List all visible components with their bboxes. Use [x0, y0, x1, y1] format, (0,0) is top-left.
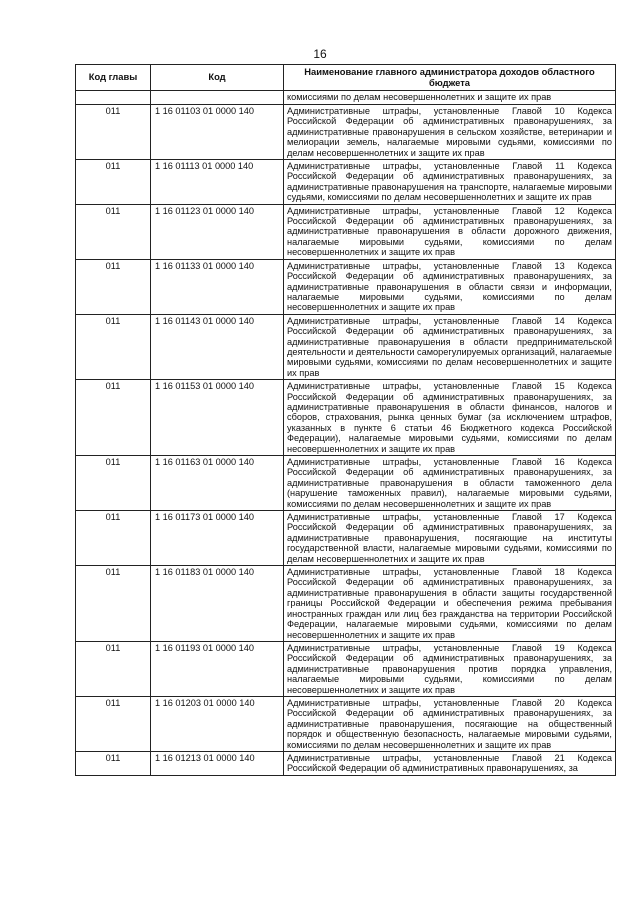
- budget-code-cell: 1 16 01103 01 0000 140: [151, 105, 284, 160]
- budget-code-cell: 1 16 01213 01 0000 140: [151, 751, 284, 775]
- budget-code-cell: 1 16 01193 01 0000 140: [151, 641, 284, 696]
- chapter-code-cell: 011: [76, 204, 151, 259]
- continuation-code-cell: [151, 91, 284, 105]
- chapter-code-cell: 011: [76, 511, 151, 566]
- budget-code-cell: 1 16 01113 01 0000 140: [151, 160, 284, 205]
- budget-code-cell: 1 16 01183 01 0000 140: [151, 566, 284, 642]
- budget-code-cell: 1 16 01143 01 0000 140: [151, 314, 284, 379]
- header-chapter-code: Код главы: [76, 65, 151, 91]
- budget-code-cell: 1 16 01123 01 0000 140: [151, 204, 284, 259]
- table-row: [76, 204, 616, 259]
- table-header-row: [76, 65, 616, 91]
- table-row: [76, 566, 616, 642]
- continuation-text: комиссиями по делам несовершеннолетних и защите их прав: [284, 91, 616, 105]
- table-row: [76, 751, 616, 775]
- table-row: [76, 160, 616, 205]
- table-row: [76, 696, 616, 751]
- administrator-name-cell: Административные штрафы, установленные Главой 16 Кодекса Российской Федерации об административных правонарушениях, за административные правонарушения в области таможенного дела (нарушение таможенных правил), налагаемые мировыми судьями, комиссиями по делам несовершеннолетних и защите их прав: [284, 456, 616, 511]
- administrator-name-cell: Административные штрафы, установленные Главой 11 Кодекса Российской Федерации об административных правонарушениях, за административные правонарушения на транспорте, налагаемые мировыми судьями, комиссиями по делам несовершеннолетних и защите их прав: [284, 160, 616, 205]
- table-row: [76, 456, 616, 511]
- page-number: 16: [313, 47, 327, 61]
- header-code: Код: [151, 65, 284, 91]
- chapter-code-cell: 011: [76, 696, 151, 751]
- budget-code-cell: 1 16 01163 01 0000 140: [151, 456, 284, 511]
- table-row: [76, 511, 616, 566]
- administrator-name-cell: Административные штрафы, установленные Главой 19 Кодекса Российской Федерации об административных правонарушениях, за административные правонарушения против порядка управления, налагаемые мировыми судьями, комиссиями по делам несовершеннолетних и защите их прав: [284, 641, 616, 696]
- chapter-code-cell: 011: [76, 160, 151, 205]
- budget-code-cell: 1 16 01133 01 0000 140: [151, 259, 284, 314]
- continuation-chapter-cell: [76, 91, 151, 105]
- table-row: [76, 380, 616, 456]
- administrator-name-cell: Административные штрафы, установленные Главой 13 Кодекса Российской Федерации об административных правонарушениях, за административные правонарушения в области связи и информации, налагаемые мировыми судьями, комиссиями по делам несовершеннолетних и защите их прав: [284, 259, 616, 314]
- budget-code-cell: 1 16 01203 01 0000 140: [151, 696, 284, 751]
- administrator-name-cell: Административные штрафы, установленные Главой 18 Кодекса Российской Федерации об административных правонарушениях, за административные правонарушения в области защиты государственной границы Российской Федерации и обеспечения режима пребывания иностранных граждан или лиц без гражданства на территории Российской Федерации, налагаемые мировыми судьями, комиссиями по делам несовершеннолетних и защите их прав: [284, 566, 616, 642]
- administrator-name-cell: Административные штрафы, установленные Главой 15 Кодекса Российской Федерации об административных правонарушениях, за административные правонарушения в области финансов, налогов и сборов, страхования, рынка ценных бумаг (за исключением штрафов, указанных в пункте 6 статьи 46 Бюджетного кодекса Российской Федерации), налагаемые мировыми судьями, комиссиями по делам несовершеннолетних и защите их прав: [284, 380, 616, 456]
- chapter-code-cell: 011: [76, 566, 151, 642]
- revenue-administrators-table: [75, 64, 616, 776]
- administrator-name-cell: Административные штрафы, установленные Главой 10 Кодекса Российской Федерации об административных правонарушениях, за административные правонарушения в сельском хозяйстве, ветеринарии и мелиорации земель, налагаемые мировыми судьями, комиссиями по делам несовершеннолетних и защите их прав: [284, 105, 616, 160]
- continuation-row: [76, 91, 616, 105]
- chapter-code-cell: 011: [76, 641, 151, 696]
- chapter-code-cell: 011: [76, 105, 151, 160]
- table-row: [76, 314, 616, 379]
- table-row: [76, 641, 616, 696]
- header-name: Наименование главного администратора доходов областного бюджета: [284, 65, 616, 91]
- table-row: [76, 259, 616, 314]
- administrator-name-cell: Административные штрафы, установленные Главой 14 Кодекса Российской Федерации об административных правонарушениях, за административные правонарушения в области предпринимательской деятельности и деятельности саморегулируемых организаций, налагаемые мировыми судьями, комиссиями по делам несовершеннолетних и защите их прав: [284, 314, 616, 379]
- chapter-code-cell: 011: [76, 456, 151, 511]
- administrator-name-cell: Административные штрафы, установленные Главой 12 Кодекса Российской Федерации об административных правонарушениях, за административные правонарушения в области дорожного движения, налагаемые мировыми судьями, комиссиями по делам несовершеннолетних и защите их прав: [284, 204, 616, 259]
- chapter-code-cell: 011: [76, 314, 151, 379]
- table-row: [76, 105, 616, 160]
- budget-code-cell: 1 16 01153 01 0000 140: [151, 380, 284, 456]
- budget-code-cell: 1 16 01173 01 0000 140: [151, 511, 284, 566]
- administrator-name-cell: Административные штрафы, установленные Главой 17 Кодекса Российской Федерации об административных правонарушениях, за административные правонарушения, посягающие на институты государственной власти, налагаемые мировыми судьями, комиссиями по делам несовершеннолетних и защите их прав: [284, 511, 616, 566]
- administrator-name-cell: Административные штрафы, установленные Главой 21 Кодекса Российской Федерации об административных правонарушениях, за: [284, 751, 616, 775]
- chapter-code-cell: 011: [76, 259, 151, 314]
- administrator-name-cell: Административные штрафы, установленные Главой 20 Кодекса Российской Федерации об административных правонарушениях, за административные правонарушения, посягающие на общественный порядок и общественную безопасность, налагаемые мировыми судьями, комиссиями по делам несовершеннолетних и защите их прав: [284, 696, 616, 751]
- chapter-code-cell: 011: [76, 380, 151, 456]
- chapter-code-cell: 011: [76, 751, 151, 775]
